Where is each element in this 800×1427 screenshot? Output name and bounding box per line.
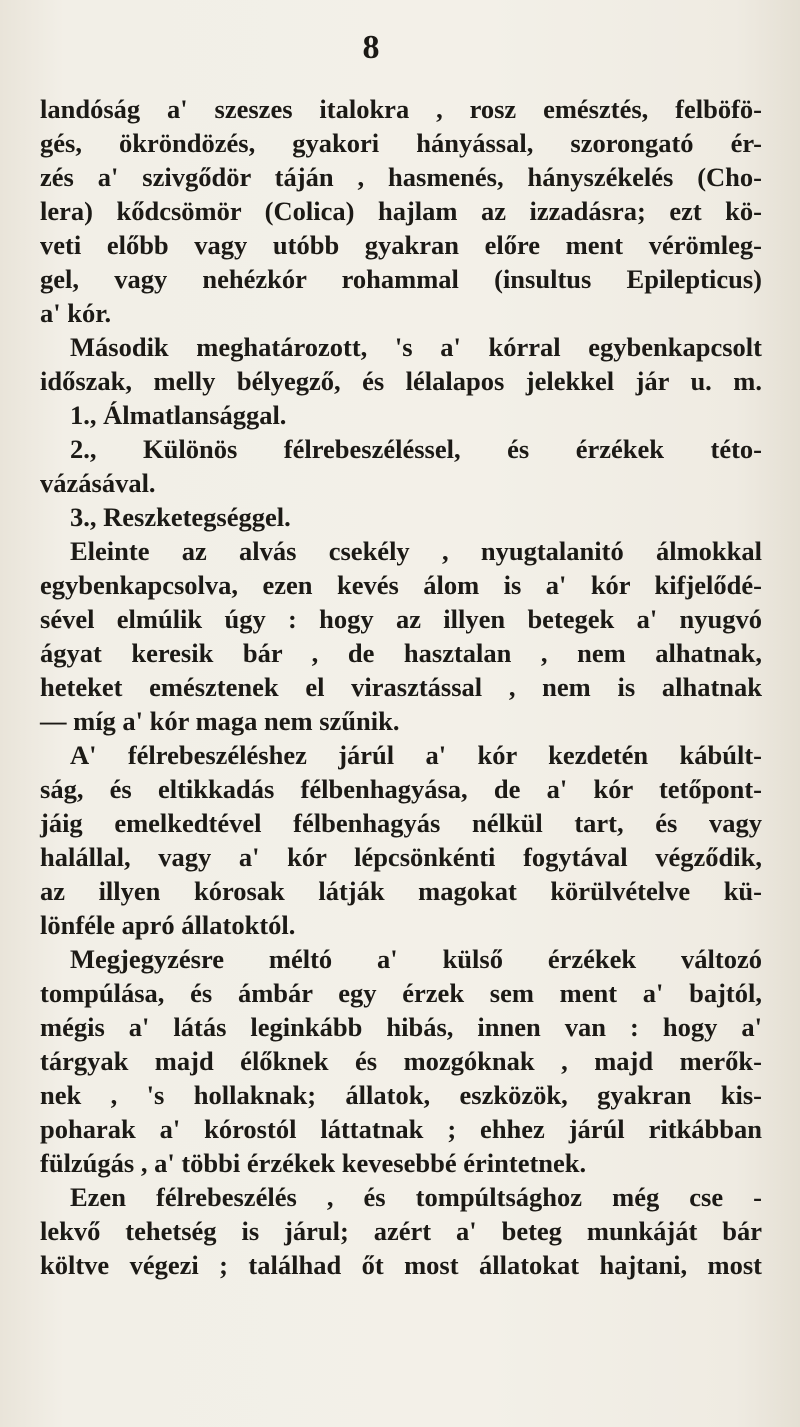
text-line: poharak a' kórostól láttatnak ; ehhez járúl ritkábban bbox=[40, 1114, 762, 1144]
text-line: halállal, vagy a' kór lépcsönkénti fogytával végződik, bbox=[40, 842, 762, 872]
text-line: költve végezi ; találhad őt most állatokat hajtani, most bbox=[40, 1250, 762, 1280]
text-line: 2., Különös félrebeszéléssel, és érzékek této- bbox=[70, 434, 762, 464]
text-line: A' félrebeszéléshez járúl a' kór kezdetén kábúlt- bbox=[70, 740, 762, 770]
text-line: heteket emésztenek el virasztással , nem is alhatnak bbox=[40, 672, 762, 702]
text-line: tárgyak majd élőknek és mozgóknak , majd merők- bbox=[40, 1046, 762, 1076]
text-line: Ezen félrebeszélés , és tompúltsághoz még cse - bbox=[70, 1182, 762, 1212]
text-line: — míg a' kór maga nem szűnik. bbox=[40, 706, 400, 736]
page-number: 8 bbox=[362, 29, 380, 66]
text-block bbox=[40, 92, 762, 1282]
text-line: az illyen kórosak látják magokat körülvételve kü- bbox=[40, 876, 762, 906]
text-line: Második meghatározott, 's a' kórral egybenkapcsolt bbox=[70, 332, 762, 362]
text-line: Eleinte az alvás csekély , nyugtalanitó álmokkal bbox=[70, 536, 762, 566]
text-line: vázásával. bbox=[40, 468, 156, 498]
text-line: lera) kődcsömör (Colica) hajlam az izzadásra; ezt kö- bbox=[40, 196, 762, 226]
text-line: jáig emelkedtével félbenhagyás nélkül tart, és vagy bbox=[40, 808, 762, 838]
text-line: nek , 's hollaknak; állatok, eszközök, gyakran kis- bbox=[40, 1080, 762, 1110]
text-line: ság, és eltikkadás félbenhagyása, de a' kór tetőpont- bbox=[40, 774, 762, 804]
text-line: gel, vagy nehézkór rohammal (insultus Epilepticus) bbox=[40, 264, 762, 294]
text-line: lönféle apró állatoktól. bbox=[40, 910, 296, 940]
text-line: a' kór. bbox=[40, 298, 112, 328]
text-line: veti előbb vagy utóbb gyakran előre ment vérömleg- bbox=[40, 230, 762, 260]
text-line: sével elmúlik úgy : hogy az illyen betegek a' nyugvó bbox=[40, 604, 762, 634]
text-line: egybenkapcsolva, ezen kevés álom is a' kór kifjelődé- bbox=[40, 570, 762, 600]
text-line: fülzúgás , a' többi érzékek kevesebbé érintetnek. bbox=[40, 1148, 587, 1178]
text-line: Megjegyzésre méltó a' külső érzékek változó bbox=[70, 944, 762, 974]
text-line: mégis a' látás leginkább hibás, innen van : hogy a' bbox=[40, 1012, 762, 1042]
text-line: tompúlása, és ámbár egy érzek sem ment a' bajtól, bbox=[40, 978, 762, 1008]
text-line: 3., Reszketegséggel. bbox=[70, 502, 291, 532]
text-line: 1., Álmatlansággal. bbox=[70, 400, 287, 430]
text-line: ágyat keresik bár , de hasztalan , nem alhatnak, bbox=[40, 638, 762, 668]
text-line: gés, ökröndözés, gyakori hányással, szorongató ér- bbox=[40, 128, 762, 158]
text-line: zés a' szivgődör táján , hasmenés, hányszékelés (Cho- bbox=[40, 162, 762, 192]
text-line: landóság a' szeszes italokra , rosz emésztés, felböfö- bbox=[40, 94, 762, 124]
text-line: lekvő tehetség is járul; azért a' beteg munkáját bár bbox=[40, 1216, 762, 1246]
text-line: időszak, melly bélyegző, és lélalapos jelekkel jár u. m. bbox=[40, 366, 762, 396]
